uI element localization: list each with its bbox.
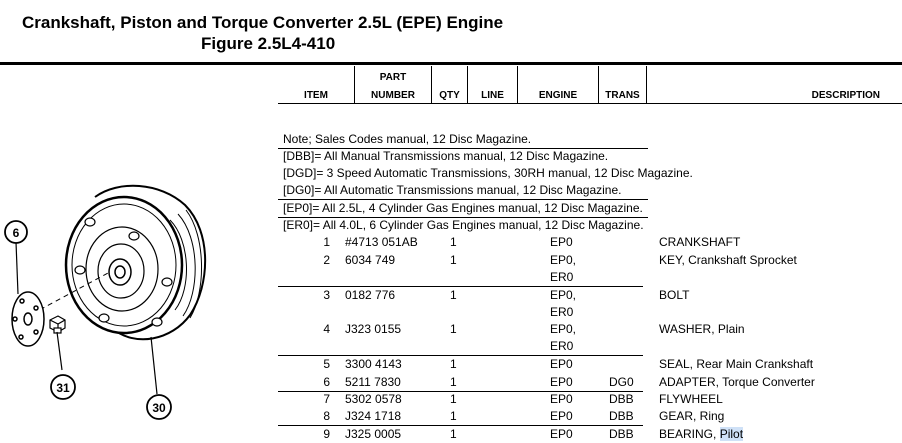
- note-line: [DGD]= 3 Speed Automatic Transmissions, 30RH manual, 12 Disc Magazine.: [283, 166, 693, 180]
- col-trans: TRANS: [599, 66, 647, 104]
- note-line: [DG0]= All Automatic Transmissions manual, 12 Disc Magazine.: [283, 183, 622, 197]
- col-engine: ENGINE: [518, 66, 599, 104]
- note-line: [EP0]= All 2.5L, 4 Cylinder Gas Engines manual, 12 Disc Magazine.: [283, 201, 643, 215]
- torque-converter-illustration: [0, 170, 275, 443]
- col-part-number: PART NUMBER: [355, 66, 432, 104]
- col-item: ITEM: [278, 66, 355, 104]
- note-line: [ER0]= All 4.0L, 6 Cylinder Gas Engines manual, 12 Disc Magazine.: [283, 218, 644, 232]
- col-qty: QTY: [432, 66, 468, 104]
- note-line: Note; Sales Codes manual, 12 Disc Magazine.: [283, 132, 532, 146]
- selected-text-highlight: Pilot: [719, 427, 744, 441]
- table-header: [278, 66, 902, 104]
- col-line: LINE: [468, 66, 518, 104]
- callout-6: 6: [12, 226, 20, 240]
- col-description: DESCRIPTION: [811, 90, 880, 101]
- callout-30: 30: [152, 401, 166, 415]
- figure-caption: Figure 2.5L4-410: [201, 34, 336, 53]
- callout-31: 31: [56, 381, 70, 395]
- note-line: [DBB]= All Manual Transmissions manual, 12 Disc Magazine.: [283, 149, 609, 163]
- page-title: Crankshaft, Piston and Torque Converter 2.5L (EPE) Engine: [22, 13, 504, 32]
- title-rule: [0, 62, 902, 65]
